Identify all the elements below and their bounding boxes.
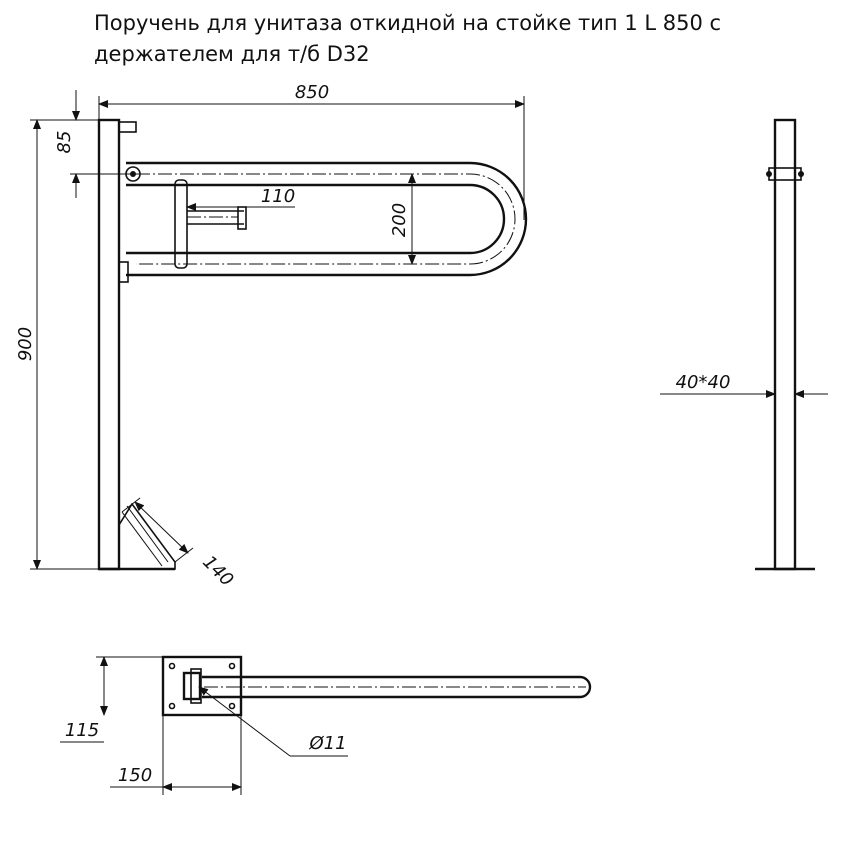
title-line-1: Поручень для унитаза откидной на стойке тип 1 L 850 с: [94, 11, 722, 35]
post-outline: [99, 120, 119, 569]
dim-85: 85: [54, 130, 75, 154]
post-top-cap: [119, 122, 136, 132]
side-view: [660, 120, 828, 569]
dim-150: 150: [117, 765, 153, 786]
dim-115: 115: [64, 720, 100, 741]
front-view: [15, 82, 526, 591]
dim-140: 140: [198, 551, 238, 591]
folding-rail: [119, 163, 526, 282]
rail-lower-mount: [119, 262, 128, 282]
paper-holder: [175, 180, 246, 268]
top-view: [60, 657, 590, 795]
side-post-outline: [775, 120, 795, 569]
dim-110: 110: [260, 186, 296, 207]
top-view-mount-block: [184, 673, 200, 699]
dim-hole-diameter: Ø11: [309, 733, 347, 754]
dim-900: 900: [15, 326, 36, 362]
dim-40x40: 40*40: [675, 372, 731, 393]
side-hinge-bolt: [769, 168, 801, 180]
dim-200: 200: [389, 202, 410, 238]
dim-850: 850: [294, 82, 330, 103]
title-line-2: держателем для т/б D32: [94, 42, 370, 66]
